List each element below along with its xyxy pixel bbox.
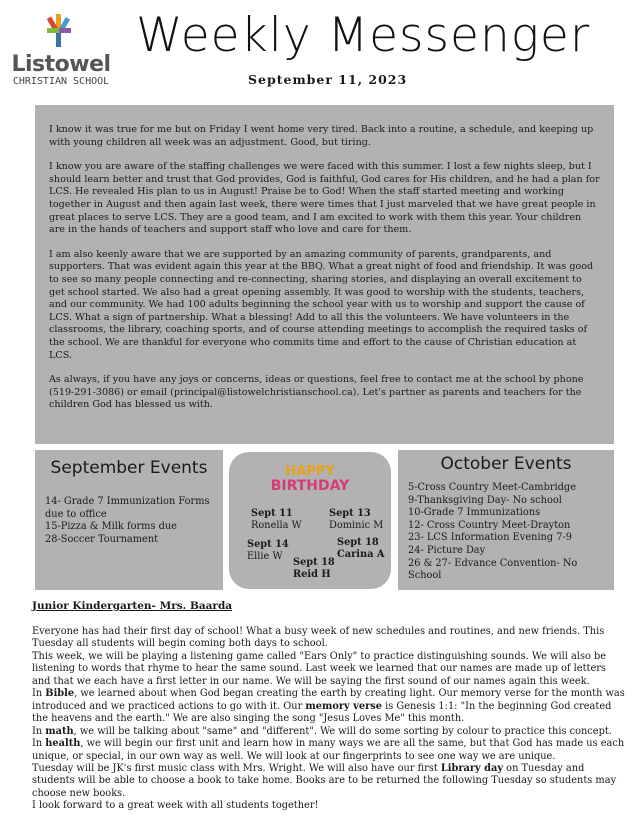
birthday-name: Reid H <box>293 569 331 580</box>
text: , we will begin our first unit and learn how in many ways we are all the same, but that God has made us each unique, or special, in our own way as well. We will look at our fingerprints to see one way we are unique. <box>32 738 625 762</box>
logo-mark-icon <box>39 14 79 50</box>
letter-paragraph: I know you are aware of the staffing challenges we were faced with this summer. I lost a few nights sleep, but I should learn better and trust that God provides, God is faithful, God cares for His children, and he had a plan for LCS. He revealed His plan to us in August! Praise be to God! When the staff started meeting and working together in August and then again last week, there were times that I just marveled that we have great people in great places to serve LCS. They are a good team, and I am excited to work with them this year. Your children are in the hands of teachers and support staff who love and care for them. <box>49 161 600 236</box>
bible-keyword: Bible <box>45 688 75 700</box>
event-item: 15-Pizza & Milk forms due <box>45 521 177 533</box>
event-item: 28-Soccer Tournament <box>45 533 159 545</box>
birthday-date: Sept 13 <box>329 508 371 519</box>
text: In <box>32 688 46 700</box>
september-events-list <box>45 496 213 546</box>
text: Tuesday will be JK's first music class with Mrs. Wright. We will also have our first <box>32 762 441 774</box>
letter-paragraph: As always, if you have any joys or concerns, ideas or questions, feel free to contact me at the school by phone (519-291-3086) or email (principal@listowelchristianschool.ca). Let's partner as parents and teachers for the children God has blessed us with. <box>49 374 584 411</box>
event-item: 23- LCS Information Evening 7-9 <box>408 532 573 544</box>
library-day-keyword: Library day <box>440 762 504 774</box>
october-events-list <box>408 482 604 583</box>
jk-paragraph <box>32 726 626 738</box>
birthday-date: Sept 18 <box>337 537 379 548</box>
newsletter-title: Weekly Messenger <box>136 8 591 63</box>
event-item: 12- Cross Country Meet-Drayton <box>408 519 571 531</box>
event-item: 9-Thanksgiving Day- No school <box>408 494 562 506</box>
event-item: 5-Cross Country Meet-Cambridge <box>408 482 577 493</box>
event-item: 24- Picture Day <box>408 544 486 556</box>
birthday-entry <box>247 539 289 563</box>
principal-letter <box>35 105 614 444</box>
memory-verse-keyword: memory verse <box>305 700 382 712</box>
text: , we learned about when God began creating the earth by creating light. Our memory verse for the month was introduced and we practiced actions to go with it. Our <box>32 688 625 712</box>
math-keyword: math <box>45 725 74 737</box>
october-events-title: October Events <box>440 454 572 474</box>
october-events-box <box>398 450 614 590</box>
logo-name: Listowel <box>11 52 111 77</box>
birthday-entry <box>251 508 302 532</box>
september-events-box <box>35 450 223 590</box>
birthday-name: Ellie W <box>247 551 283 562</box>
birthday-entry <box>337 537 385 561</box>
text: on Tuesday and students will be able to choose a book to take home. Books are to be returned the following Tuesday so students may choose new books. <box>32 762 617 799</box>
newsletter-date: September 11, 2023 <box>248 72 408 87</box>
school-logo <box>6 14 116 86</box>
birthday-entry <box>329 508 383 532</box>
jk-paragraph <box>32 688 626 725</box>
jk-paragraph: I look forward to a great week with all students together! <box>32 800 319 812</box>
birthday-name: Carina A <box>337 549 385 560</box>
birthday-name: Ronella W <box>251 520 302 531</box>
banner-birthday: BIRTHDAY <box>270 478 350 494</box>
happy-birthday-banner <box>267 460 353 502</box>
birthday-date: Sept 14 <box>247 539 289 550</box>
birthday-date: Sept 18 <box>293 557 335 568</box>
birthday-name: Dominic M <box>329 520 384 531</box>
text: is Genesis 1:1: "In the beginning God created the heavens and the earth." We are also singing the song "Jesus Loves Me" this month. <box>32 700 612 725</box>
letter-paragraph: I know it was true for me but on Friday I went home very tired. Back into a routine, a schedule, and keeping up with young children all week was an adjustment. Good, but tiring. <box>49 124 594 148</box>
text: , we will be talking about "same" and "different". We will do some sorting by colour to practice this concept. <box>73 725 612 737</box>
jk-paragraph <box>32 738 626 763</box>
event-item: 10-Grade 7 Immunizations <box>408 507 541 519</box>
jk-heading: Junior Kindergarten- Mrs. Baarda <box>32 600 233 612</box>
text: In <box>32 738 46 750</box>
logo-subtitle: CHRISTIAN SCHOOL <box>12 76 110 87</box>
september-events-title: September Events <box>50 458 208 478</box>
jk-paragraph <box>32 763 626 800</box>
banner-happy: HAPPY <box>285 464 335 479</box>
jk-section <box>32 626 626 813</box>
letter-paragraph: I am also keenly aware that we are supported by an amazing community of parents, grandparents, and supporters. That was evident again this year at the BBQ. What a great night of food and friendship. It was good to see so many people connecting and re-connecting, sharing stories, and displaying an overall excitement to get school started. We also had a great opening assembly. It was good to worship with the students, teachers, and our community. We had 100 adults beginning the school year with us to worship and support the cause of LCS. What a sign of partnership. What a blessing! Add to all this the volunteers. We have volunteers in the classrooms, the library, coaching sports, and of course attending meetings to accomplish the required tasks of the school. We are thankful for everyone who commits time and effort to the cause of Christian education at LCS. <box>49 248 594 361</box>
health-keyword: health <box>45 738 81 750</box>
birthday-date: Sept 11 <box>251 508 293 519</box>
jk-paragraph: Everyone has had their first day of school! What a busy week of new schedules and routines, and new friends. This Tuesday all students will begin coming both days to school. <box>32 626 605 650</box>
birthday-entry <box>293 557 335 581</box>
event-item: 26 & 27- Edvance Convention- No School <box>408 557 578 582</box>
text: In <box>32 725 46 737</box>
event-item: 14- Grade 7 Immunization Forms due to office <box>45 496 210 520</box>
birthdays-box <box>229 452 391 589</box>
jk-paragraph: This week, we will be playing a listening game called "Ears Only" to practice distinguishing sounds. We will also be listening to words that rhyme to hear the same sound. Last week we learned that our names are made up of letters and that we each have a first letter in our name. We will be saying the first sound of our names again this week. <box>32 650 607 687</box>
